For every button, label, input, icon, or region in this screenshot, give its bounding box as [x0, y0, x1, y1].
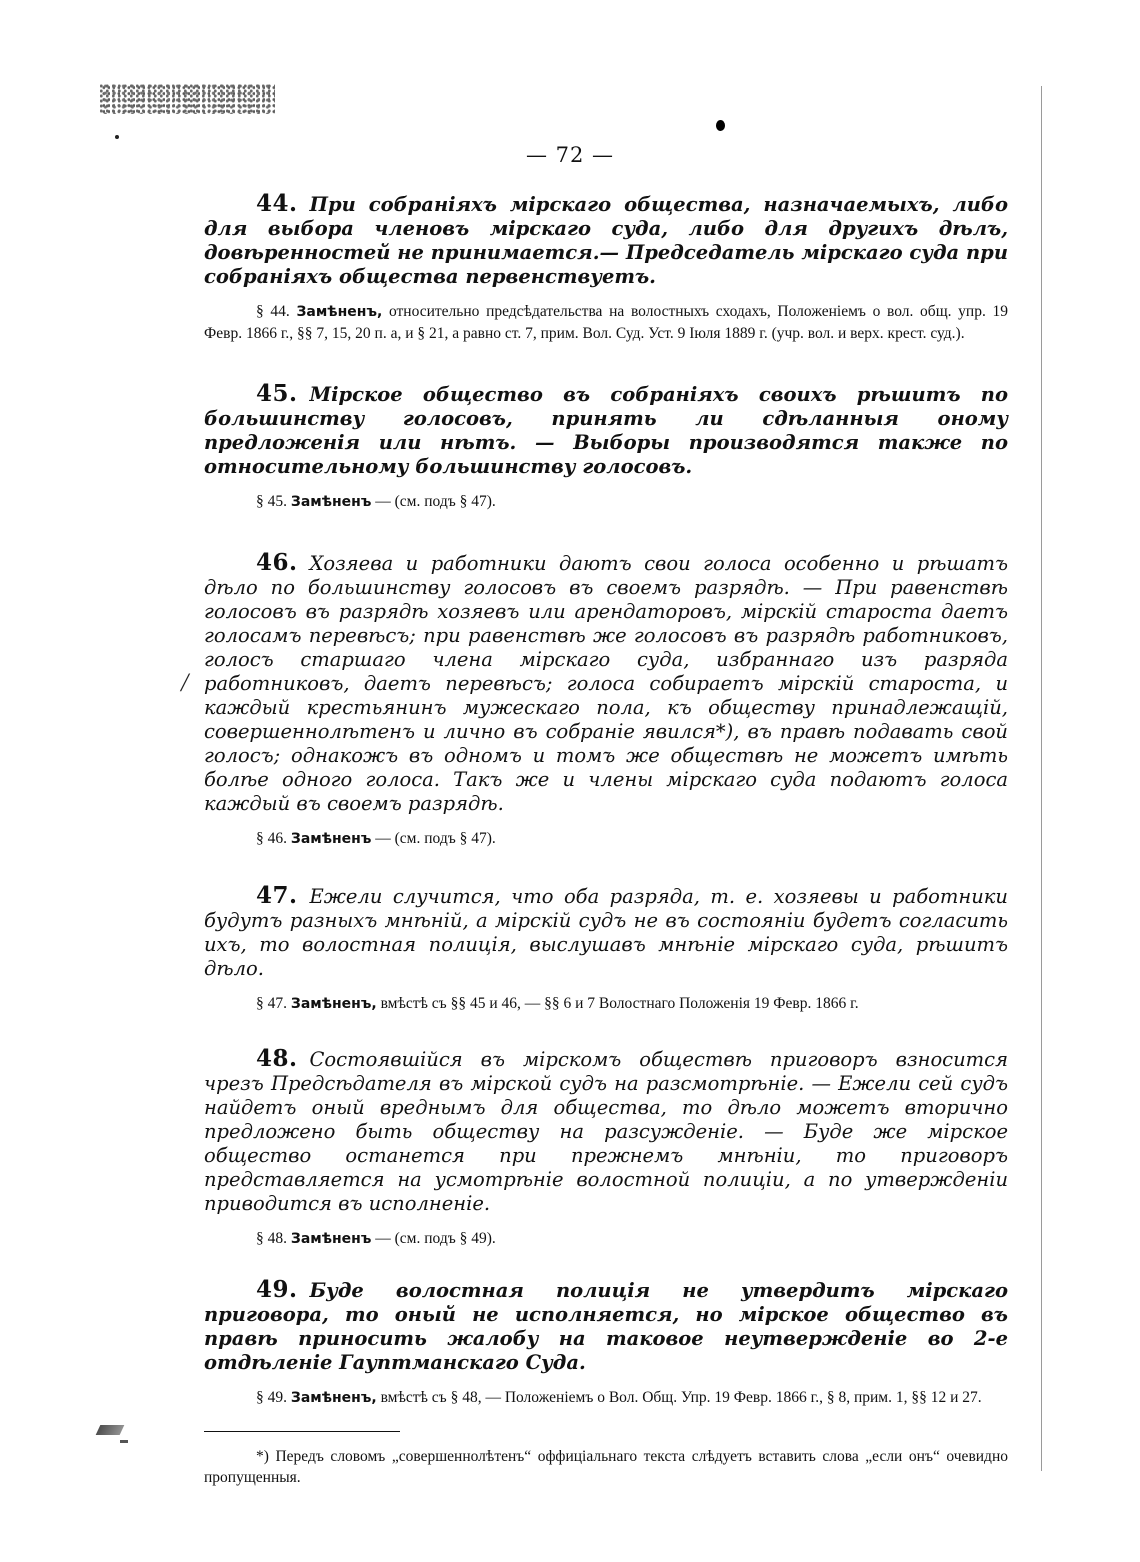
article-45 — [204, 382, 1008, 513]
note-ref: § 48. — [256, 1230, 287, 1247]
article-48 — [204, 1047, 1008, 1250]
article-text: Хозяева и работники даютъ свои голоса особенно и рѣшатъ дѣло по большинству голосовъ въ своемъ разрядѣ. — При равенствѣ голосовъ въ разрядѣ хозяевъ или арендаторовъ, мірскій староста даетъ голосамъ перевѣсъ; при равенствѣ же голосовъ въ разрядѣ работниковъ, голосъ старшаго члена мірскаго суда, избраннаго изъ разряда работниковъ, даетъ перевѣсъ; голоса собираетъ мірскій староста, и каждый крестьянинъ мужескаго пола, къ обществу принадлежащій, совершеннолѣтенъ и лично въ собраніе явился*), въ правѣ подавать свой голосъ; однакожъ въ одномъ и томъ же обществѣ не можетъ имѣть болѣе одного голоса. Такъ же и члены мірскаго суда подаютъ голоса каждый въ своемъ разрядѣ. — [204, 552, 1008, 815]
article-46 — [204, 551, 1008, 850]
note-label: Замѣненъ — [290, 1231, 372, 1247]
article-47 — [204, 884, 1008, 1015]
page-content — [204, 192, 1008, 1488]
note-text: — (см. подъ § 49). — [375, 1230, 496, 1247]
note-text: вмѣстѣ съ § 48, — Положеніемъ о Вол. Общ. Упр. 19 Февр. 1866 г., § 8, прим. 1, §§ 12 и 27. — [380, 1389, 982, 1406]
scan-speck — [115, 135, 119, 139]
article-text: Состоявшійся въ мірскомъ обществѣ приговоръ взносится чрезъ Предсѣдателя въ мірской судъ на разсмотрѣніе. — Ежели сей судъ найдетъ оный вреднымъ для общества, то дѣло можетъ вторично предложено быть обществу на разсужденіе. — Буде же мірское общество останется при прежнемъ мнѣніи, то приговоръ представляется на усмотрѣніе волостной полиціи, а по утвержденіи приводится въ исполненіе. — [204, 1048, 1008, 1215]
note-label: Замѣненъ, — [290, 1390, 377, 1406]
note-text: — (см. подъ § 47). — [375, 830, 496, 847]
note-ref: § 45. — [256, 493, 287, 510]
note-label: Замѣненъ, — [290, 996, 377, 1012]
margin-pencil-mark: / — [181, 668, 189, 697]
note-ref: § 44. — [256, 303, 290, 320]
bullet-dot — [716, 120, 725, 131]
note-text: относительно предсѣдательства на волостныхъ сходахъ, Положеніемъ о вол. общ. упр. 19 Февр. 1866 г., §§ 7, 15, 20 п. а, и § 21, а равно ст. 7, прим. Вол. Суд. Уст. 9 Іюля 1889 г. (учр. вол. и верх. крест. суд.). — [204, 303, 1009, 342]
article-note — [204, 301, 1008, 344]
note-ref: § 47. — [256, 995, 287, 1012]
scan-corner-mark — [96, 1425, 125, 1435]
footnote: *) Передъ словомъ „совершеннолѣтенъ“ оффиціальнаго текста слѣдуетъ вставить слова „если онъ“ очевидно пропущенныя. — [204, 1448, 1008, 1486]
article-number: 48. — [256, 1045, 298, 1072]
scan-corner-speck — [120, 1440, 128, 1443]
article-number: 49. — [256, 1276, 298, 1303]
article-note — [204, 993, 1008, 1015]
note-label: Замѣненъ — [290, 494, 372, 510]
article-text: Буде волостная полиція не утвердитъ мірскаго приговора, то оный не исполняется, но мірское общество въ правѣ приносить жалобу на таковое неутвержденіе во 2-е отдѣленіе Гауптманскаго Суда. — [204, 1279, 1008, 1374]
article-number: 44. — [256, 190, 298, 217]
note-text: вмѣстѣ съ §§ 45 и 46, — §§ 6 и 7 Волостнаго Положенія 19 Февр. 1866 г. — [380, 995, 859, 1012]
article-note — [204, 828, 1008, 850]
article-text: Мірское общество въ собраніяхъ своихъ рѣшитъ по большинству голосовъ, принять ли сдѣланныя оному предложенія или нѣтъ. — Выборы производятся также по относительному большинству голосовъ. — [204, 383, 1008, 478]
note-ref: § 49. — [256, 1389, 287, 1406]
article-number: 45. — [256, 380, 298, 407]
article-text: Ежели случится, что оба разряда, т. е. хозяевы и работники будутъ разныхъ мнѣній, а мірскій судъ не въ состояніи будетъ согласить ихъ, то волостная полиція, выслушавъ мнѣніе мірскаго суда, рѣшитъ дѣло. — [204, 885, 1008, 980]
page-number: — 72 — — [525, 143, 615, 167]
article-44 — [204, 192, 1008, 344]
note-label: Замѣненъ — [290, 831, 372, 847]
scan-noise-smudge — [100, 84, 275, 114]
note-ref: § 46. — [256, 830, 287, 847]
footnote-divider — [204, 1431, 400, 1432]
article-text: При собраніяхъ мірскаго общества, назначаемыхъ, либо для выбора членовъ мірскаго суда, либо для другихъ дѣлъ, довѣренностей не принимается.— Председатель мірскаго суда при собраніяхъ общества первенствуетъ. — [204, 193, 1008, 288]
note-label: Замѣненъ, — [296, 304, 383, 320]
article-49 — [204, 1278, 1008, 1409]
article-number: 47. — [256, 882, 298, 909]
article-number: 46. — [256, 549, 298, 576]
page-edge-line — [1041, 86, 1042, 1471]
article-note — [204, 1228, 1008, 1250]
article-note — [204, 491, 1008, 513]
article-note — [204, 1387, 1008, 1409]
note-text: — (см. подъ § 47). — [375, 493, 496, 510]
